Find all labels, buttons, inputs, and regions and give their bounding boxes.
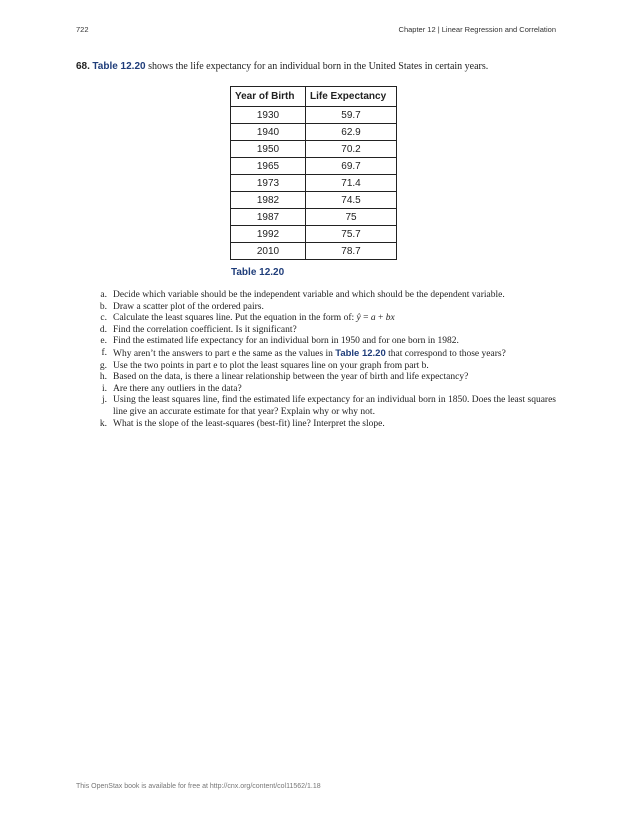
item-text: Draw a scatter plot of the ordered pairs. [113,301,264,312]
table-row [231,124,397,141]
year-cell: 1940 [231,124,306,141]
list-item [90,302,556,314]
life-expectancy-cell: 75.7 [306,226,397,243]
life-expectancy-cell: 74.5 [306,192,397,209]
list-item [90,372,556,384]
item-marker: g. [99,360,107,371]
item-text: Find the estimated life expectancy for an individual born in 1950 and for one born in 1982. [113,336,459,347]
chapter-title: Chapter 12 | Linear Regression and Correlation [398,25,556,34]
life-expectancy-cell: 71.4 [306,175,397,192]
life-expectancy-cell: 59.7 [306,107,397,124]
problem-text: shows the life expectancy for an individual born in the United States in certain years. [145,61,489,72]
item-text: Use the two points in part e to plot the least squares line on your graph from part b. [113,360,429,371]
item-text: Calculate the least squares line. Put the equation in the form of: [113,313,357,324]
life-expectancy-cell: 78.7 [306,243,397,260]
list-item [90,384,556,396]
item-marker: c. [100,313,107,324]
item-text: What is the slope of the least-squares (best-fit) line? Interpret the slope. [113,418,385,429]
item-marker: k. [99,418,107,429]
table-row [231,158,397,175]
year-cell: 1950 [231,141,306,158]
list-item [90,313,556,325]
item-marker: e. [100,336,107,347]
table-row [231,192,397,209]
life-expectancy-cell: 62.9 [306,124,397,141]
item-text: Why aren’t the answers to part e the same as the values in [113,348,336,359]
item-text: Using the least squares line, find the estimated life expectancy for an individual born in 1850. Does the least squares line give an accurate estimate for that year? Explain why or why not. [113,395,556,417]
item-marker: b. [99,301,107,312]
list-item [90,419,556,431]
equation-yhat: ŷ [356,313,361,324]
item-marker: j. [101,395,107,406]
life-expectancy-cell: 70.2 [306,141,397,158]
footer-note: This OpenStax book is available for free at http://cnx.org/content/col11562/1.18 [76,783,321,790]
item-text: Based on the data, is there a linear relationship between the year of birth and life expectancy? [113,372,469,383]
year-cell: 2010 [231,243,306,260]
table-row [231,175,397,192]
item-marker: d. [99,324,107,335]
item-marker: h. [99,372,107,383]
column-header-life-expectancy: Life Expectancy [306,87,397,107]
life-expectancy-table [230,86,397,260]
table-row [231,141,397,158]
list-item [90,361,556,373]
equation-a: a [370,313,376,324]
year-cell: 1930 [231,107,306,124]
year-cell: 1982 [231,192,306,209]
item-text: Find the correlation coefficient. Is it significant? [113,324,297,335]
year-cell: 1973 [231,175,306,192]
problem-number: 68. [76,61,90,72]
table-reference-link[interactable]: Table 12.20 [335,347,386,359]
item-text: Are there any outliers in the data? [113,383,242,394]
problem-statement [76,60,556,73]
year-cell: 1987 [231,209,306,226]
equation-bx: bx [385,313,395,324]
column-header-year: Year of Birth [231,87,306,107]
list-item [90,395,556,418]
item-marker: f. [101,347,107,358]
question-list [90,290,556,430]
table-row [231,209,397,226]
list-item [90,290,556,302]
item-text: Decide which variable should be the independent variable and which should be the dependent variable. [113,290,505,300]
equation [357,313,395,323]
year-cell: 1992 [231,226,306,243]
life-expectancy-cell: 75 [306,209,397,226]
table-reference-link[interactable]: Table 12.20 [92,61,146,72]
item-marker: a. [100,290,107,300]
table-header-row [231,87,397,107]
equation-plus: + [375,313,386,324]
year-cell: 1965 [231,158,306,175]
table-row [231,243,397,260]
item-marker: i. [101,383,107,394]
equation-equals: = [360,313,371,324]
list-item [90,336,556,348]
item-text-after: that correspond to those years? [385,348,506,359]
list-item [90,325,556,337]
page-number: 722 [76,25,89,34]
life-expectancy-cell: 69.7 [306,158,397,175]
table-caption: Table 12.20 [231,267,285,278]
list-item [90,348,556,361]
table-row [231,226,397,243]
table-row [231,107,397,124]
